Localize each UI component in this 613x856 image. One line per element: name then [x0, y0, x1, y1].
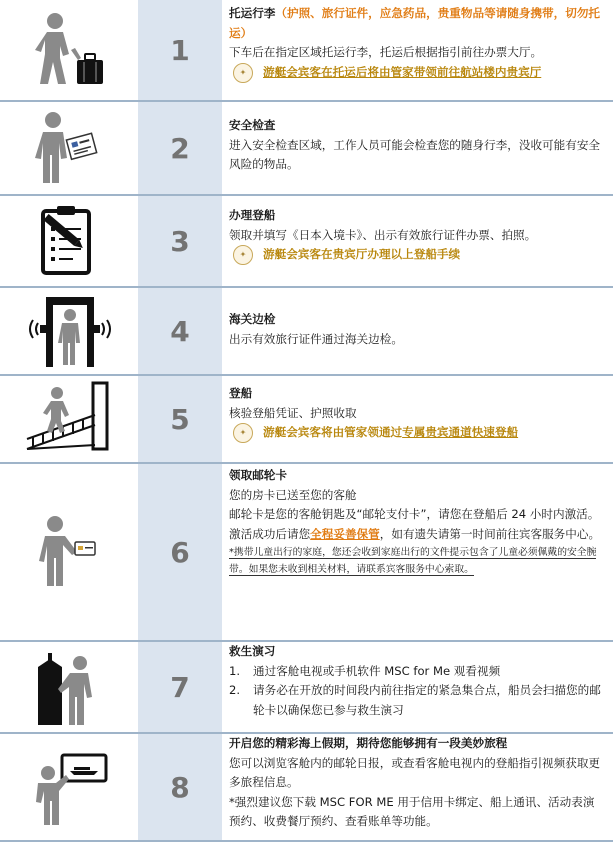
step-number-cell: [138, 464, 222, 640]
cruise-tv-icon: [24, 747, 114, 827]
list-item: [229, 662, 603, 682]
step-description: 领取并填写《日本入境卡》、出示有效旅行证件办票、拍照。: [229, 227, 537, 242]
step-title: 托运行李: [229, 6, 276, 20]
list-number: 1.: [229, 663, 241, 678]
step-number: 2: [170, 131, 190, 165]
step-note: [229, 544, 603, 578]
step-title: 办理登船: [229, 208, 276, 222]
step-icon-cell: [0, 288, 138, 374]
vip-note-text: 游艇会宾客在贵宾厅办理以上登船手续: [263, 247, 461, 262]
step-description: 下车后在指定区域托运行李，托运后根据指引前往办票大厅。: [229, 45, 543, 60]
yacht-club-emblem-icon: ✦: [233, 63, 253, 83]
gangway-boarding-icon: [19, 379, 119, 459]
step-paragraph: 邮轮卡是您的客舱钥匙及“邮轮支付卡”，请您在登船后 24 小时内激活。: [229, 507, 600, 522]
traveler-luggage-icon: [29, 10, 109, 90]
vip-note-text: 游艇会宾客在托运后将由管家带领前往航站楼内贵宾厅: [263, 64, 542, 79]
step-number-cell: [138, 288, 222, 374]
step-description: 核验登船凭证、护照收取: [229, 405, 357, 420]
yacht-club-emblem-icon: ✦: [233, 245, 253, 265]
step-number-cell: [138, 102, 222, 194]
step-text: [229, 206, 603, 265]
step-number-cell: [138, 734, 222, 840]
step-number: 5: [170, 402, 190, 436]
step-text-segment: 激活成功后请您: [229, 526, 311, 541]
step-description: 进入安全检查区域，工作人员可能会检查您的随身行李，没收可能有安全风险的物品。: [229, 137, 601, 172]
step-number-cell: [138, 0, 222, 100]
step-row-5: [0, 376, 613, 464]
step-number: 4: [170, 314, 190, 348]
vip-note-text: 游艇会宾客将由管家领通过: [263, 425, 403, 440]
step-note-text: *携带儿童出行的家庭，您还会收到家庭出行的文件提示包含了儿童必须佩戴的安全腕带。如果您未收到相关材料，请联系宾客服务中心索取。: [229, 547, 597, 576]
step-text: [229, 466, 603, 578]
step-text: [229, 642, 603, 720]
step-title: 开启您的精彩海上假期，期待您能够拥有一段美妙旅程: [229, 736, 508, 750]
step-number: 1: [170, 33, 190, 67]
step-row-2: [0, 102, 613, 196]
step-title: 救生演习: [229, 644, 276, 658]
step-icon-cell: [0, 464, 138, 640]
keep-safe-highlight: 全程妥善保管: [310, 526, 380, 541]
step-title-note: （护照、旅行证件，应急药品，贵重物品等请随身携带，切勿托运）: [229, 6, 601, 40]
step-row-6: [0, 464, 613, 642]
step-icon-cell: [0, 734, 138, 840]
step-text: [229, 4, 603, 83]
list-text: 通过客舱电视或手机软件 MSC for Me 观看视频: [253, 663, 501, 678]
vip-note: [233, 63, 603, 83]
step-text: [229, 116, 603, 175]
step-number-cell: [138, 642, 222, 732]
safety-drill-icon: [24, 647, 114, 727]
step-row-7: [0, 642, 613, 734]
step-icon-cell: [0, 376, 138, 462]
list-number: 2.: [229, 683, 241, 698]
step-row-3: [0, 196, 613, 288]
vip-note: [233, 423, 603, 443]
step-description: 您可以浏览客舱内的邮轮日报，或查看客舱电视内的登船指引视频获取更多旅程信息。: [229, 755, 601, 790]
step-text: [229, 734, 603, 832]
step-icon-cell: [0, 196, 138, 286]
step-row-1: [0, 0, 613, 102]
vip-channel-text: 专属贵宾通道快速登船: [402, 425, 519, 440]
step-icon-cell: [0, 642, 138, 732]
step-title: 领取邮轮卡: [229, 468, 287, 482]
step-number: 3: [170, 224, 190, 258]
border-gate-icon: [24, 291, 114, 371]
step-text-segment: ，如有遗失请第一时间前往宾客服务中心。: [379, 526, 601, 541]
clipboard-form-icon: [29, 201, 109, 281]
step-icon-cell: [0, 102, 138, 194]
step-text: [229, 310, 603, 349]
step-title: 海关边检: [229, 312, 276, 326]
step-number: 7: [170, 670, 190, 704]
step-number: 6: [170, 535, 190, 569]
step-text: [229, 384, 603, 443]
yacht-club-emblem-icon: ✦: [233, 423, 253, 443]
vip-note: [233, 245, 603, 265]
step-row-4: [0, 288, 613, 376]
step-description: 出示有效旅行证件通过海关边检。: [229, 331, 403, 346]
step-number-cell: [138, 376, 222, 462]
step-title: 安全检查: [229, 118, 276, 132]
list-text: 请务必在开放的时间段内前往指定的紧急集合点，船员会扫描您的邮轮卡以确保您已参与救生演习: [253, 683, 601, 717]
step-number: 8: [170, 770, 190, 804]
step-paragraph: [229, 525, 603, 545]
list-item: [229, 681, 603, 720]
step-title: 登船: [229, 386, 253, 400]
step-number-cell: [138, 196, 222, 286]
step-note: *强烈建议您下载 MSC FOR ME 用于信用卡绑定、船上通讯、活动表演预约、收费餐厅预约、查看账单等功能。: [229, 794, 595, 829]
step-paragraph: 您的房卡已送至您的客舱: [229, 487, 357, 502]
step-row-8: [0, 734, 613, 842]
step-icon-cell: [0, 0, 138, 100]
cruise-card-icon: [29, 512, 109, 592]
security-check-icon: [29, 108, 109, 188]
